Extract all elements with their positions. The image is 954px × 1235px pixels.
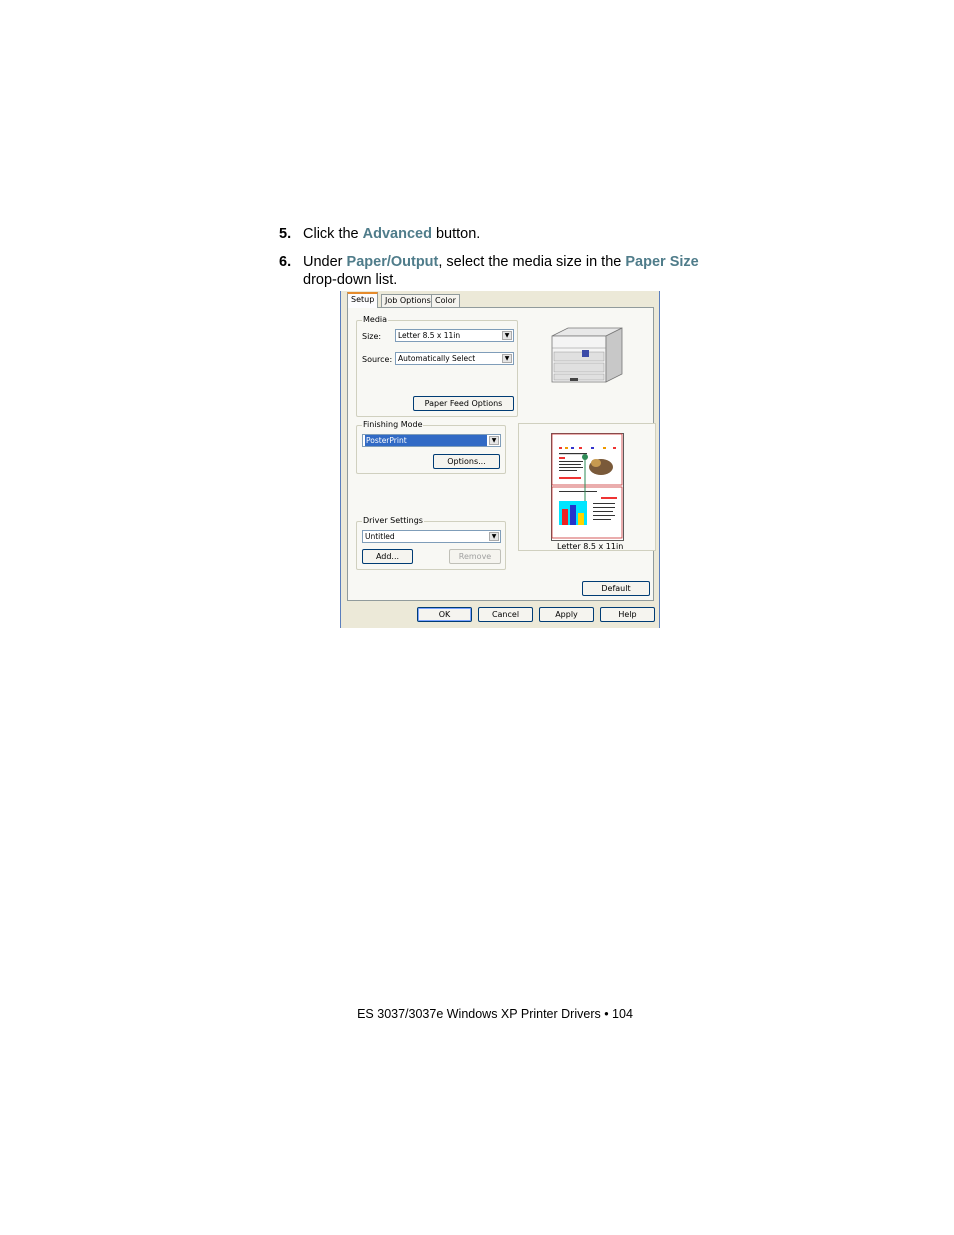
printer-icon <box>544 322 634 394</box>
preview-caption: Letter 8.5 x 11in <box>557 542 624 551</box>
tab-color[interactable]: Color <box>431 294 460 307</box>
default-button[interactable]: Default <box>582 581 650 596</box>
step-text <box>303 253 699 271</box>
step-text-line2: drop-down list. <box>303 272 398 288</box>
ok-button[interactable]: OK <box>417 607 472 622</box>
help-button[interactable]: Help <box>600 607 655 622</box>
cancel-button[interactable]: Cancel <box>478 607 533 622</box>
finishing-mode-group <box>356 420 506 474</box>
source-label: Source: <box>362 355 393 364</box>
paper-source-dropdown[interactable] <box>395 352 514 365</box>
poster-preview-image <box>551 433 624 541</box>
driver-settings-legend: Driver Settings <box>363 516 423 525</box>
step-text <box>303 225 480 243</box>
driver-settings-dropdown[interactable] <box>362 530 501 543</box>
step-text-part: button. <box>431 226 481 242</box>
step-text-part: Under <box>303 254 347 270</box>
printer-properties-dialog <box>340 291 660 628</box>
finishing-options-button[interactable]: Options... <box>433 454 500 469</box>
paper-source-value: Automatically Select <box>398 354 476 363</box>
step-text-part: Click the <box>303 226 363 242</box>
chevron-down-icon[interactable]: ▼ <box>502 331 512 340</box>
tab-job-options[interactable]: Job Options <box>381 294 435 307</box>
keyword-paper-output: Paper/Output <box>346 254 439 270</box>
size-label: Size: <box>362 332 382 341</box>
media-legend: Media <box>363 315 388 324</box>
finishing-mode-dropdown[interactable] <box>362 434 501 447</box>
paper-size-dropdown[interactable] <box>395 329 514 342</box>
paper-size-value: Letter 8.5 x 11in <box>398 331 461 340</box>
step-text-part: , select the media size in the <box>438 254 626 270</box>
keyword-paper-size: Paper Size <box>625 254 699 270</box>
chevron-down-icon[interactable]: ▼ <box>502 354 512 363</box>
driver-settings-group <box>356 516 506 570</box>
finishing-mode-legend: Finishing Mode <box>363 420 423 429</box>
paper-feed-options-button[interactable]: Paper Feed Options <box>413 396 514 411</box>
driver-settings-value: Untitled <box>365 532 395 541</box>
step-number: 6. <box>279 254 292 270</box>
chevron-down-icon[interactable]: ▼ <box>489 532 499 541</box>
step-number: 5. <box>279 226 292 242</box>
finishing-mode-value: PosterPrint <box>365 435 487 446</box>
keyword-advanced: Advanced <box>362 226 432 242</box>
page-footer: ES 3037/3037e Windows XP Printer Drivers • 104 <box>357 1007 633 1021</box>
remove-settings-button[interactable]: Remove <box>449 549 501 564</box>
tab-setup[interactable]: Setup <box>347 292 378 308</box>
media-group <box>356 315 518 417</box>
apply-button[interactable]: Apply <box>539 607 594 622</box>
setup-panel <box>347 307 654 601</box>
add-settings-button[interactable]: Add... <box>362 549 413 564</box>
chevron-down-icon[interactable]: ▼ <box>489 436 499 445</box>
page-preview <box>518 423 656 551</box>
